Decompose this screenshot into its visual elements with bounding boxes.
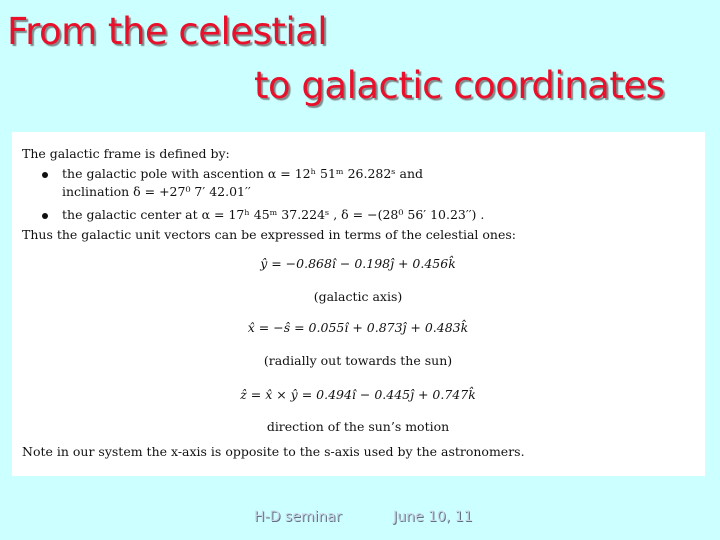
bullet-text-pole-line1: the galactic pole with ascention α = 12ʰ 51ᵐ 26.282ˢ and <box>62 166 423 181</box>
equation-x: x̂ = −ŝ = 0.055î + 0.873ĵ + 0.483k̂ <box>247 320 469 335</box>
bullet-text-center: the galactic center at α = 17ʰ 45ᵐ 37.224ˢ , δ = −(28⁰ 56′ 10.23′′) . <box>62 207 485 222</box>
footer-date: June 10, 11 <box>393 509 473 525</box>
label-galactic-axis: (galactic axis) <box>313 289 403 304</box>
label-radially-out: (radially out towards the sun) <box>263 353 453 368</box>
footer-seminar: H-D seminar <box>254 509 342 525</box>
note-text: Note in our system the x-axis is opposite to the s-axis used by the astronomers. <box>22 444 525 459</box>
bullet-item-galactic-center <box>22 207 484 223</box>
slide-title-line-1: From the celestial <box>7 10 328 53</box>
thus-text: Thus the galactic unit vectors can be expressed in terms of the celestial ones: <box>22 227 516 242</box>
bullet-item-galactic-pole <box>22 166 423 182</box>
intro-text: The galactic frame is defined by: <box>22 146 230 161</box>
equation-y: ŷ = −0.868î − 0.198ĵ + 0.456k̂ <box>260 256 456 271</box>
bullet-text-pole-line2: inclination δ = +27⁰ 7′ 42.01′′ <box>62 184 251 199</box>
bullet-icon <box>42 172 48 178</box>
bullet-icon <box>42 213 48 219</box>
equation-z: ẑ = x̂ × ŷ = 0.494î − 0.445ĵ + 0.747k̂ <box>240 387 476 402</box>
document-panel <box>12 132 705 476</box>
label-sun-motion: direction of the sun’s motion <box>266 419 450 434</box>
slide-title-line-2: to galactic coordinates <box>254 64 665 107</box>
